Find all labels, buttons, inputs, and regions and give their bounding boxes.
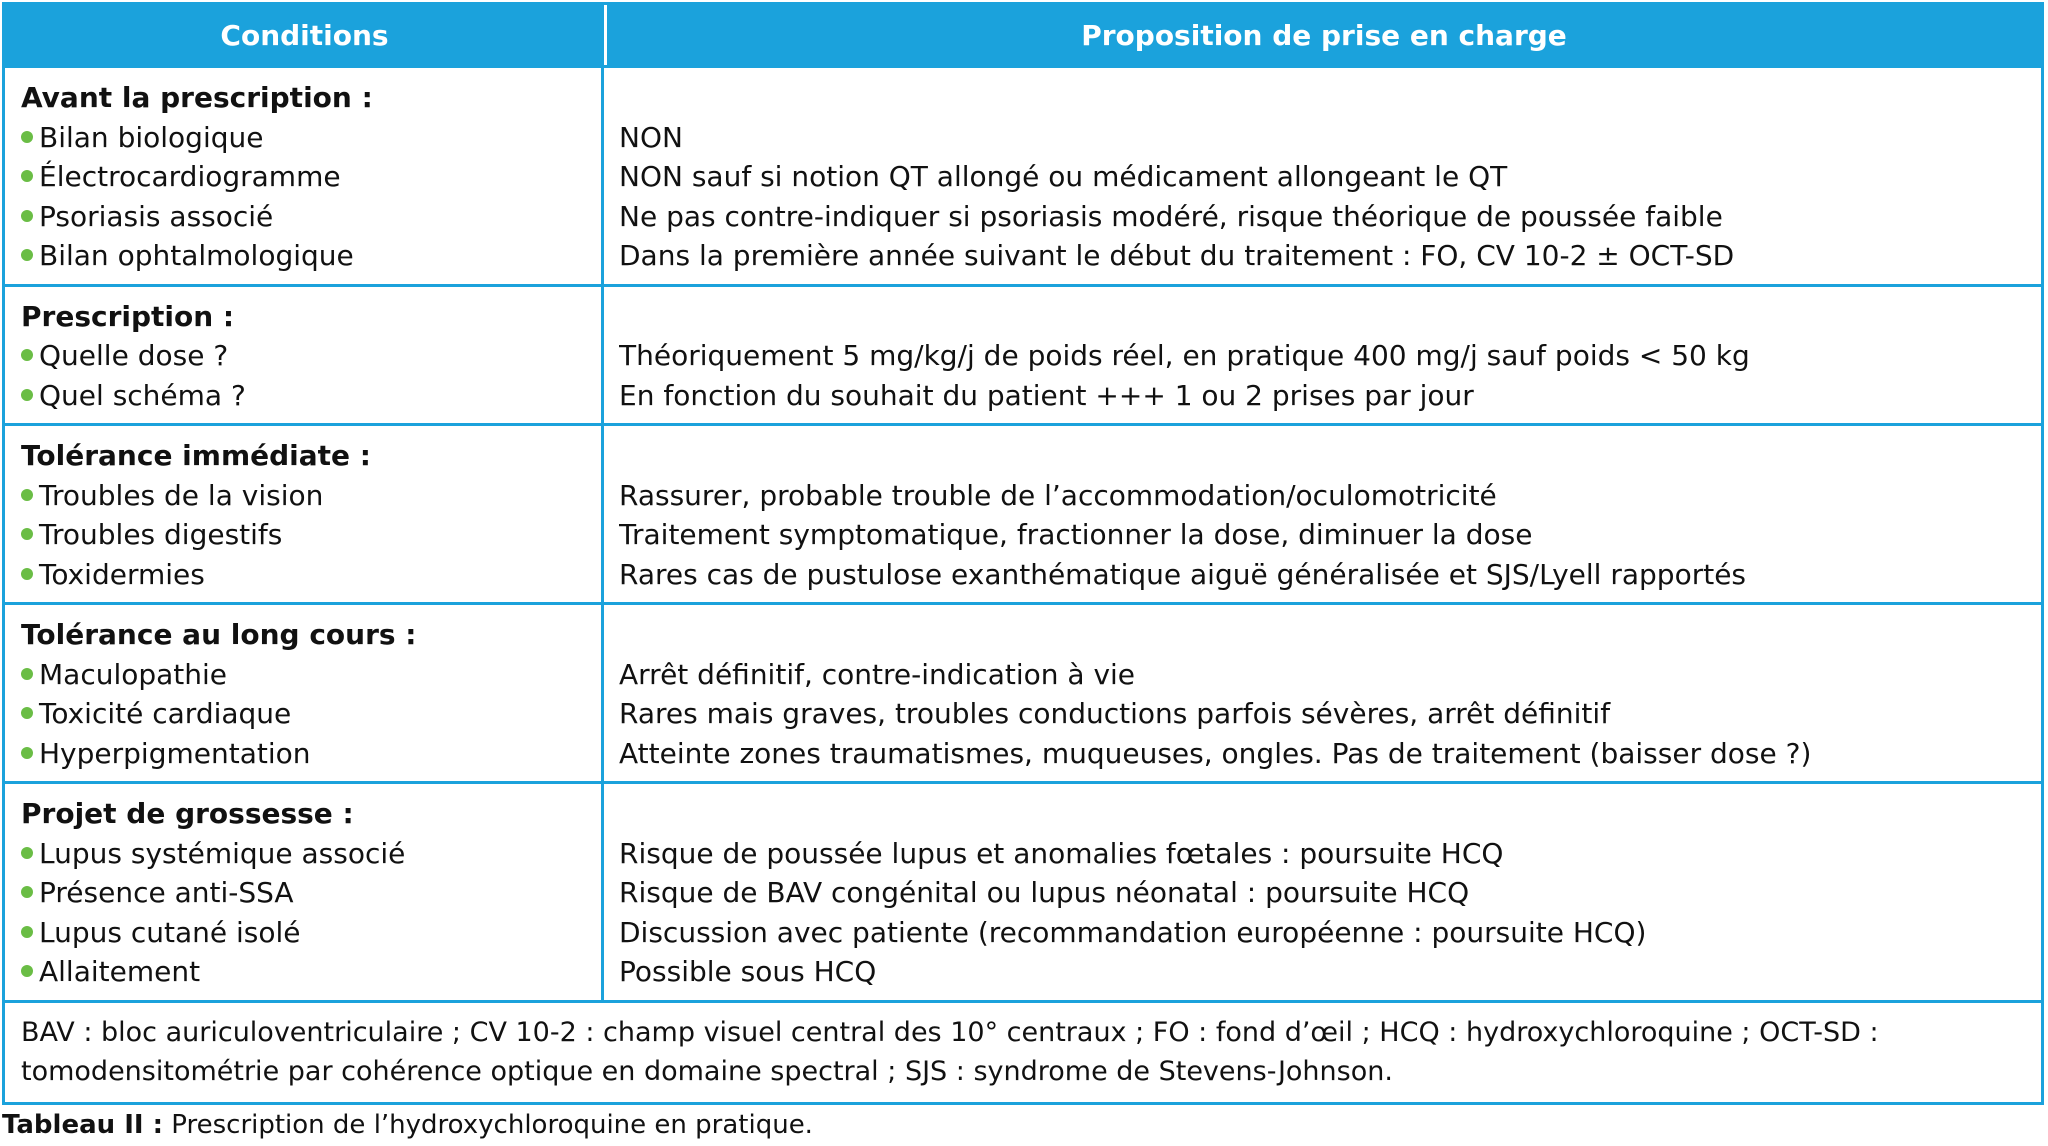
proposal-item: Rares cas de pustulose exanthématique aiguë généralisée et SJS/Lyell rapportés <box>619 557 1747 591</box>
proposal-item: Théoriquement 5 mg/kg/j de poids réel, en pratique 400 mg/j sauf poids < 50 kg <box>619 339 1750 372</box>
condition-item: Lupus cutané isolé <box>21 913 601 953</box>
proposal-item: Possible sous HCQ <box>619 955 877 988</box>
table-footnote <box>5 1000 2041 1102</box>
bullet-icon <box>21 926 33 938</box>
proposal-item: Rares mais graves, troubles conductions parfois sévères, arrêt définitif <box>619 697 1611 730</box>
proposal-item: Rassurer, probable trouble de l’accommodation/oculomotricité <box>619 478 1497 512</box>
proposal-item: Risque de BAV congénital ou lupus néonatal : poursuite HCQ <box>619 876 1470 909</box>
caption-label: Tableau II : <box>2 1110 163 1140</box>
conditions-cell <box>5 68 604 284</box>
proposal-item: Risque de poussée lupus et anomalies fœtales : poursuite HCQ <box>619 836 1504 870</box>
proposal-item: Discussion avec patiente (recommandation européenne : poursuite HCQ) <box>619 915 1647 949</box>
header-conditions: Conditions <box>5 5 607 65</box>
table-section-before-prescription <box>5 65 2041 284</box>
bullet-icon <box>21 249 33 261</box>
proposal-item: Ne pas contre-indiquer si psoriasis modéré, risque théorique de poussée faible <box>619 199 1723 233</box>
bullet-icon <box>21 668 33 680</box>
proposal-item: NON sauf si notion QT allongé ou médicament allongeant le QT <box>619 160 1508 193</box>
condition-item: Bilan ophtalmologique <box>21 236 601 276</box>
proposal-item: Traitement symptomatique, fractionner la dose, diminuer la dose <box>619 518 1533 551</box>
condition-item: Troubles de la vision <box>21 476 601 516</box>
proposal-item: NON <box>619 120 683 154</box>
condition-item: Quelle dose ? <box>21 336 601 376</box>
conditions-cell <box>5 287 604 424</box>
table-section-long-term-tolerance <box>5 602 2041 781</box>
condition-item: Toxidermies <box>21 555 601 595</box>
table-section-pregnancy <box>5 781 2041 1000</box>
section-title: Projet de grossesse : <box>21 797 354 830</box>
proposal-item: Arrêt définitif, contre-indication à vie <box>619 657 1136 691</box>
section-title: Tolérance immédiate : <box>21 439 371 472</box>
conditions-cell <box>5 784 604 1000</box>
bullet-icon <box>21 389 33 401</box>
bullet-icon <box>21 528 33 540</box>
table-section-immediate-tolerance <box>5 423 2041 602</box>
proposals-cell <box>604 784 2041 1000</box>
prescription-table <box>2 2 2044 1105</box>
conditions-cell <box>5 605 604 781</box>
footnote-line: BAV : bloc auriculoventriculaire ; CV 10-2 : champ visuel central des 10° centraux ; FO : fond d’œil ; HCQ : hydroxychloroquine ; OCT-SD : <box>21 1016 1879 1048</box>
bullet-icon <box>21 210 33 222</box>
table-caption <box>2 1110 813 1140</box>
header-proposition: Proposition de prise en charge <box>1081 18 1567 52</box>
proposal-item: Dans la première année suivant le début du traitement : FO, CV 10-2 ± OCT-SD <box>619 239 1735 272</box>
proposal-item: Atteinte zones traumatismes, muqueuses, ongles. Pas de traitement (baisser dose ?) <box>619 736 1812 770</box>
condition-item: Troubles digestifs <box>21 515 601 555</box>
table-section-prescription <box>5 284 2041 424</box>
bullet-icon <box>21 747 33 759</box>
condition-item: Électrocardiogramme <box>21 157 601 197</box>
section-title: Prescription : <box>21 299 235 333</box>
section-title: Tolérance au long cours : <box>21 618 417 651</box>
condition-item: Quel schéma ? <box>21 376 601 416</box>
section-title: Avant la prescription : <box>21 81 373 114</box>
bullet-icon <box>21 847 33 859</box>
condition-item: Toxicité cardiaque <box>21 694 601 734</box>
proposals-cell <box>604 426 2041 602</box>
bullet-icon <box>21 349 33 361</box>
condition-item: Lupus systémique associé <box>21 834 601 874</box>
caption-text: Prescription de l’hydroxychloroquine en pratique. <box>171 1110 813 1140</box>
table-header <box>5 5 2041 65</box>
condition-item: Maculopathie <box>21 655 601 695</box>
bullet-icon <box>21 489 33 501</box>
bullet-icon <box>21 707 33 719</box>
condition-item: Allaitement <box>21 952 601 992</box>
condition-item: Présence anti-SSA <box>21 873 601 913</box>
bullet-icon <box>21 131 33 143</box>
proposal-item: En fonction du souhait du patient +++ 1 ou 2 prises par jour <box>619 378 1474 412</box>
bullet-icon <box>21 170 33 182</box>
condition-item: Psoriasis associé <box>21 197 601 237</box>
proposals-cell <box>604 605 2041 781</box>
proposals-cell <box>604 287 2041 424</box>
proposals-cell <box>604 68 2041 284</box>
bullet-icon <box>21 568 33 580</box>
condition-item: Hyperpigmentation <box>21 734 601 774</box>
condition-item: Bilan biologique <box>21 118 601 158</box>
conditions-cell <box>5 426 604 602</box>
footnote-line: tomodensitométrie par cohérence optique en domaine spectral ; SJS : syndrome de Stevens-Johnson. <box>21 1056 1393 1087</box>
bullet-icon <box>21 886 33 898</box>
bullet-icon <box>21 965 33 977</box>
